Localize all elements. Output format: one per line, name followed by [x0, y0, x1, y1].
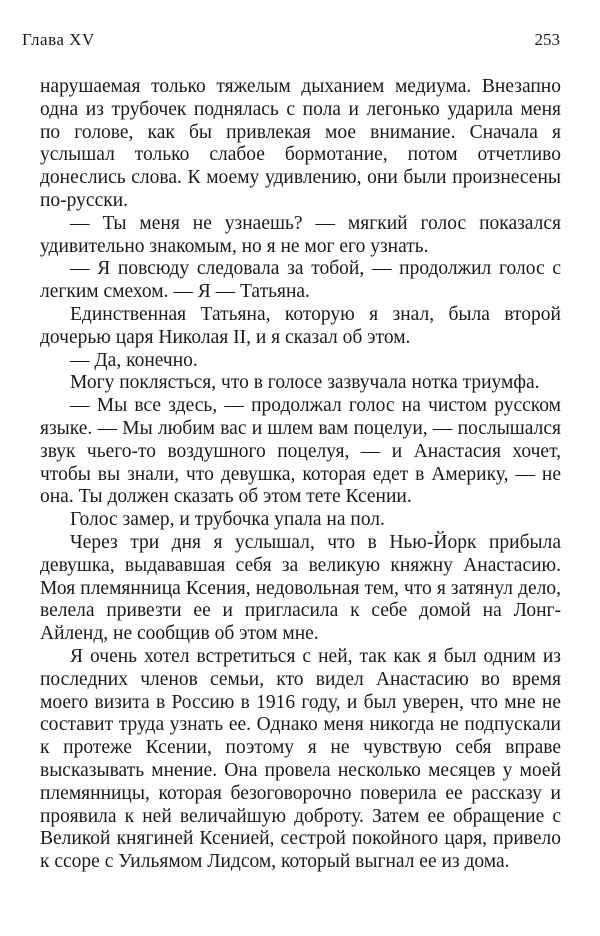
body-text — [40, 76, 561, 874]
paragraph: Голос замер, и трубочка упала на пол. — [70, 509, 385, 531]
running-header — [22, 29, 560, 51]
paragraph: — Да, конечно. — [70, 349, 198, 371]
paragraph: — Ты меня не узнаешь? — мягкий голос показался удивительно знакомым, но я не мог его узнать. — [40, 212, 561, 257]
paragraph: — Я повсюду следовала за тобой, — продолжил голос с легким смехом. — Я — Татьяна. — [40, 258, 561, 303]
paragraph: Могу поклясться, что в голосе зазвучала нотка триумфа. — [70, 372, 540, 394]
page-number: 253 — [534, 30, 560, 49]
chapter-title: Глава XV — [22, 30, 95, 49]
paragraph: — Мы все здесь, — продолжал голос на чистом русском языке. — Мы любим вас и шлем вам поцелуи, — послышался звук чьего-то воздушного поцелуя, — и Анастасия хочет, чтобы вы знали, что девушка, которая едет в Америку, — не она. Ты должен сказать об этом тете Ксении. — [40, 395, 561, 508]
paragraph: нарушаемая только тяжелым дыханием медиума. Внезапно одна из трубочек поднялась с пола и легонько ударила меня по голове, как бы привлекая мое внимание. Сначала я услышал только слабое бормотание, потом отчетливо донеслись слова. К моему удивлению, они были произнесены по-русски. — [40, 76, 561, 211]
paragraph: Я очень хотел встретиться с ней, так как я был одним из последних членов семьи, кто видел Анастасию во время моего визита в Россию в 1916 году, и был уверен, что мне не составит труда узнать ее. Однако меня никогда не подпускали к протеже Ксении, поэтому я не чувствую себя вправе высказывать мнение. Она провела несколько месяцев у моей племянницы, которая безоговорочно поверила ее рассказу и проявила к ней величайшую доброту. Затем ее обращение с Великой княгиней Ксенией, сестрой покойного царя, привело к ссоре с Уильямом Лидсом, который выгнал ее из дома. — [40, 645, 561, 873]
paragraph: Единственная Татьяна, которую я знал, была второй дочерью царя Николая II, и я сказал об этом. — [40, 303, 561, 348]
paragraph: Через три дня я услышал, что в Нью-Йорк прибыла девушка, выдававшая себя за великую княжну Анастасию. Моя племянница Ксения, недовольная тем, что я затянул дело, велела привезти ее и пригласила к себе домой на Лонг-Айленд, не сообщив об этом мне. — [40, 531, 561, 645]
